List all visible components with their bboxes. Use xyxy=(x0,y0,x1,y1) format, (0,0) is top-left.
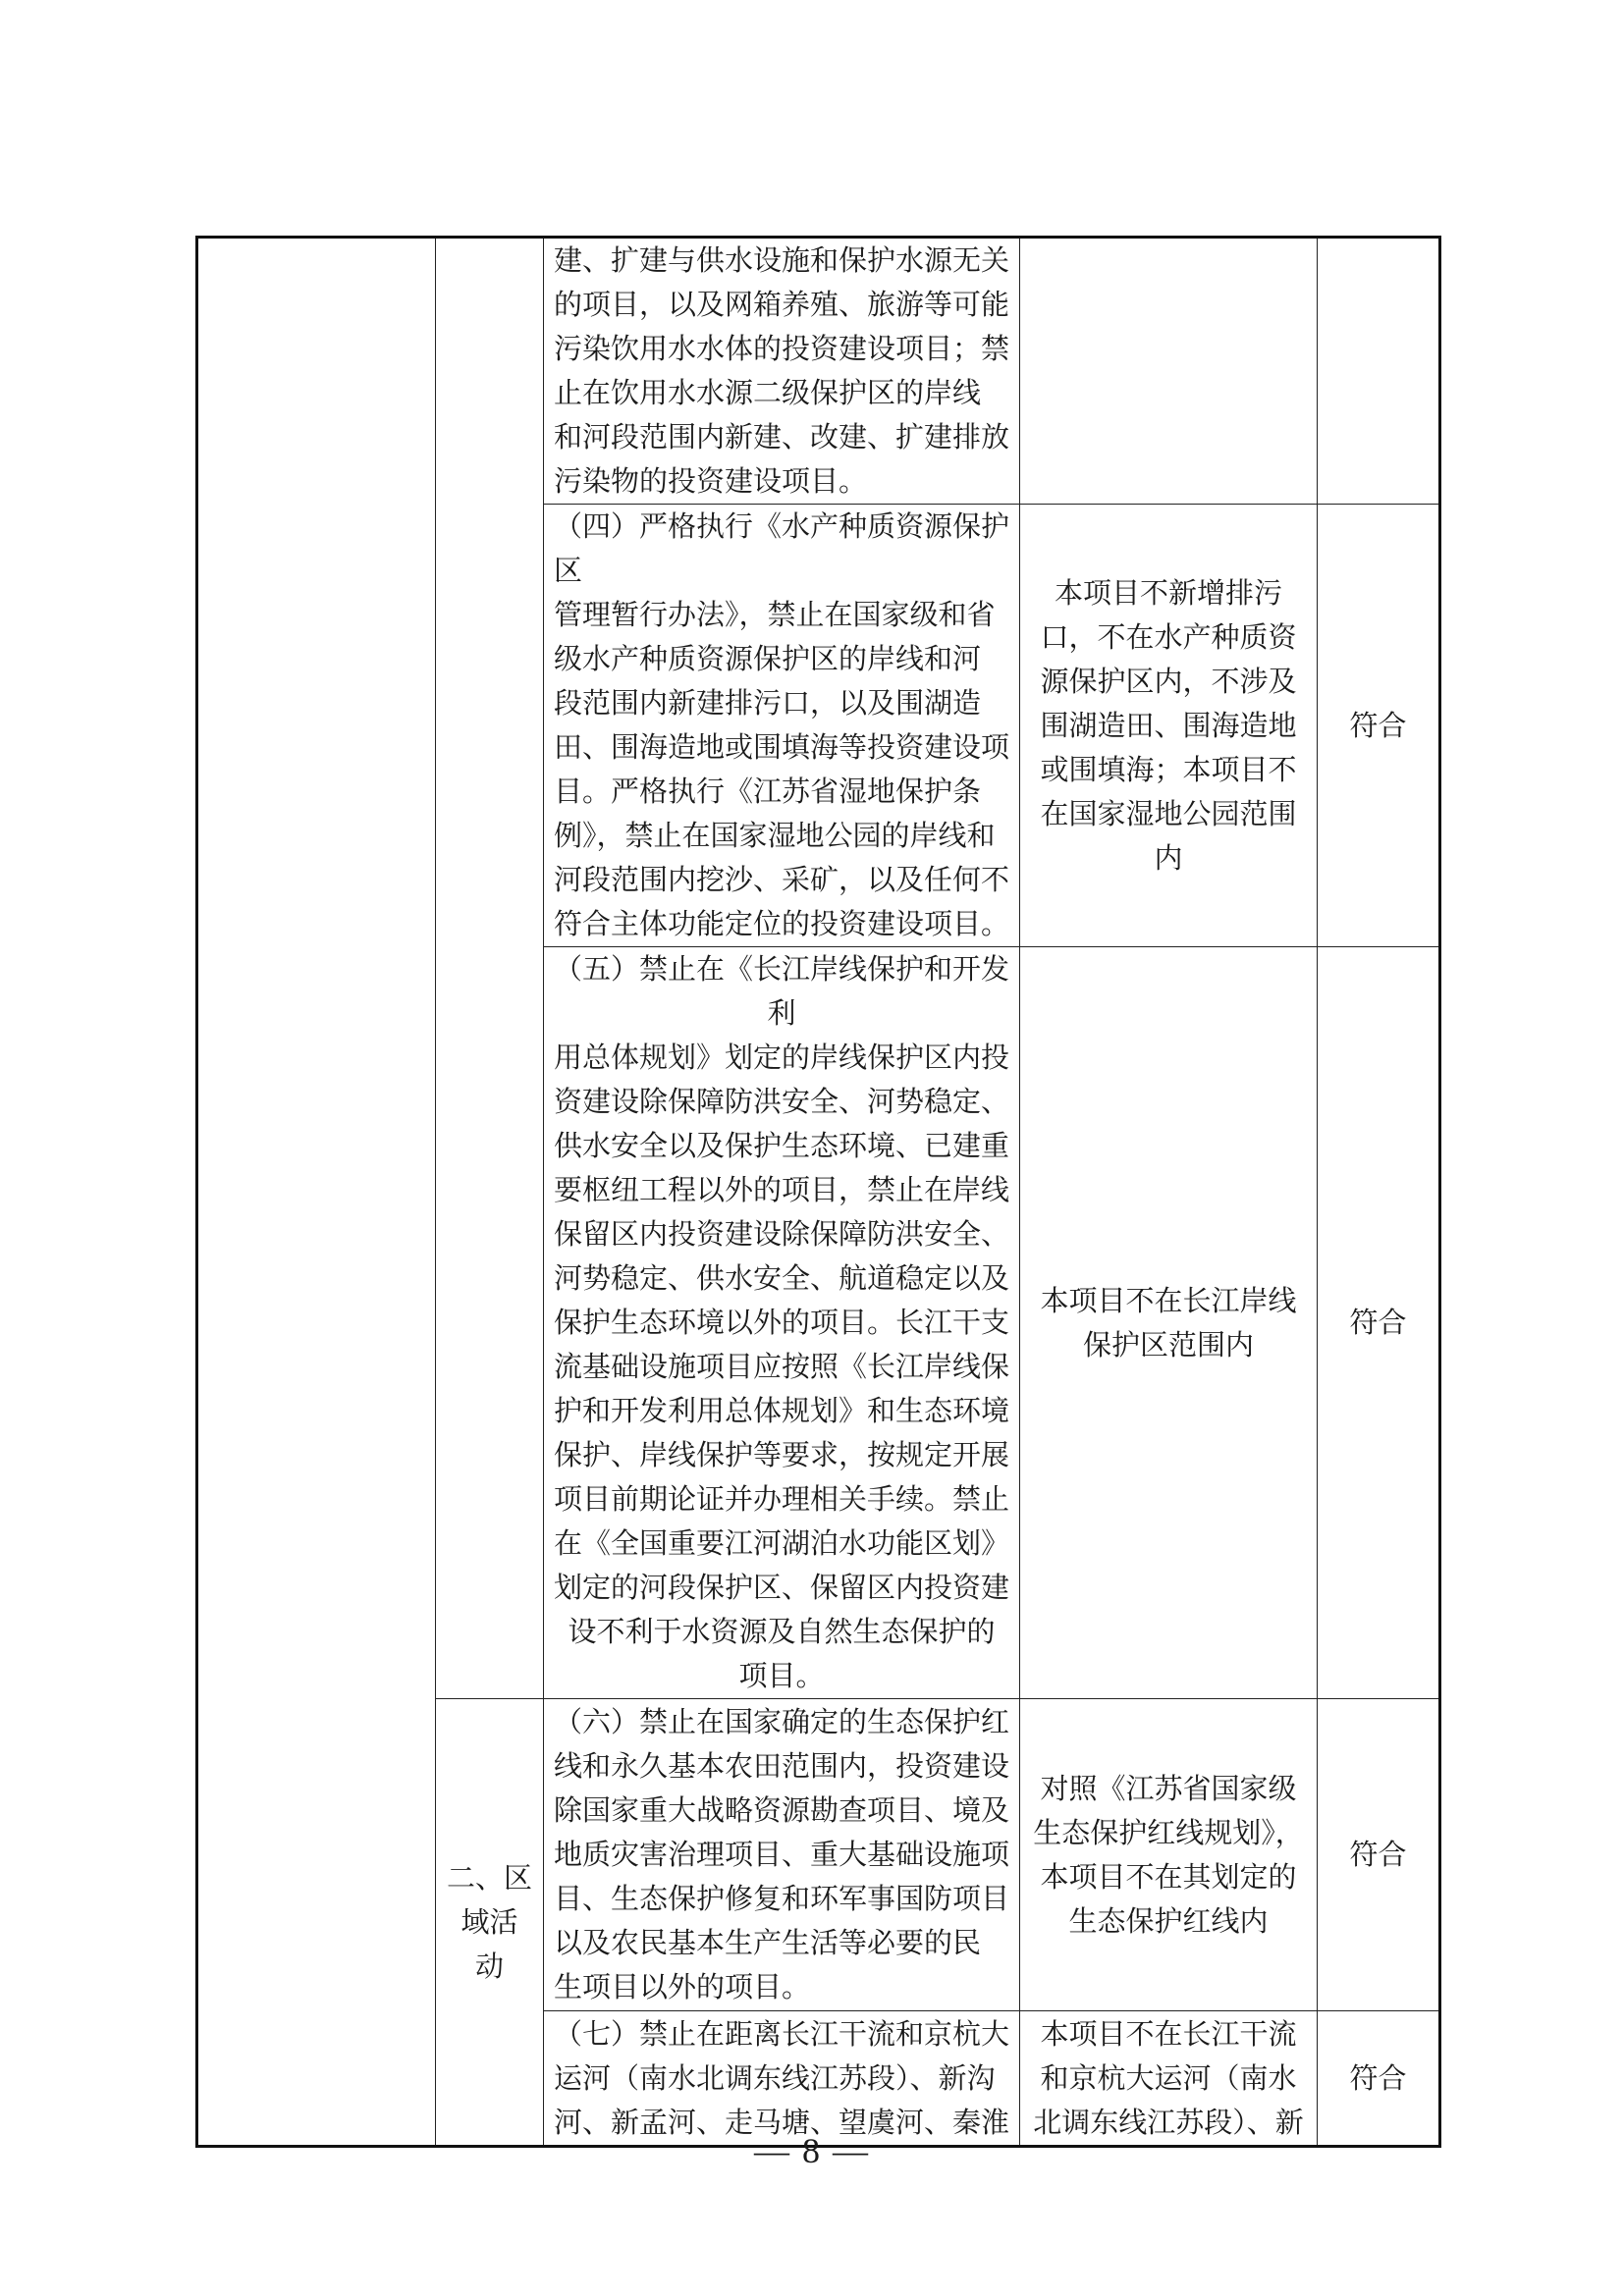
conclusion-cell: 符合 xyxy=(1318,2011,1440,2147)
category-cell: 二、区 域活 动 xyxy=(436,1699,544,2147)
result-cell: 本项目不新增排污 口，不在水产种质资 源保护区内，不涉及 围湖造田、围海造地 或围填海；本项目不 在国家湿地公园范围 内 xyxy=(1020,505,1318,947)
result-cell xyxy=(1020,238,1318,505)
requirement-cell: （六）禁止在国家确定的生态保护红 线和永久基本农田范围内，投资建设 除国家重大战略资源勘查项目、境及 地质灾害治理项目、重大基础设施项 目、生态保护修复和环军事国防项目 以及农民基本生产生活等必要的民 生项目以外的项目。 xyxy=(544,1699,1020,2011)
blank-cell xyxy=(436,238,544,1699)
requirement-cell: （五）禁止在《长江岸线保护和开发利 用总体规划》划定的岸线保护区内投 资建设除保障防洪安全、河势稳定、 供水安全以及保护生态环境、已建重 要枢纽工程以外的项目，禁止在岸线 保留区内投资建设除保障防洪安全、 河势稳定、供水安全、航道稳定以及 保护生态环境以外的项目。长江干支 流基础设施项目应按照《长江岸线保 护和开发利用总体规划》和生态环境 保护、岸线保护等要求，按规定开展 项目前期论证并办理相关手续。禁止 在《全国重要江河湖泊水功能区划》 划定的河段保护区、保留区内投资建 设不利于水资源及自然生态保护的 项目。 xyxy=(544,947,1020,1699)
compliance-table xyxy=(195,236,1441,2148)
page-number: — 8 — xyxy=(754,2131,870,2170)
result-cell: 本项目不在长江岸线 保护区范围内 xyxy=(1020,947,1318,1699)
result-cell: 对照《江苏省国家级 生态保护红线规划》， 本项目不在其划定的 生态保护红线内 xyxy=(1020,1699,1318,2011)
conclusion-cell: 符合 xyxy=(1318,947,1440,1699)
requirement-cell: （七）禁止在距离长江干流和京杭大 运河（南水北调东线江苏段）、新沟 河、新孟河、走马塘、望虞河、秦淮 xyxy=(544,2011,1020,2147)
requirement-cell: （四）严格执行《水产种质资源保护区 管理暂行办法》，禁止在国家级和省 级水产种质资源保护区的岸线和河 段范围内新建排污口，以及围湖造 田、围海造地或围填海等投资建设项 目。严格执行《江苏省湿地保护条 例》，禁止在国家湿地公园的岸线和 河段范围内挖沙、采矿，以及任何不 符合主体功能定位的投资建设项目。 xyxy=(544,505,1020,947)
requirement-cell: 建、扩建与供水设施和保护水源无关 的项目，以及网箱养殖、旅游等可能 污染饮用水水体的投资建设项目；禁 止在饮用水水源二级保护区的岸线 和河段范围内新建、改建、扩建排放 污染物的投资建设项目。 xyxy=(544,238,1020,505)
conclusion-cell: 符合 xyxy=(1318,1699,1440,2011)
table-row xyxy=(197,238,1440,505)
conclusion-cell: 符合 xyxy=(1318,505,1440,947)
result-cell: 本项目不在长江干流 和京杭大运河（南水 北调东线江苏段）、新 xyxy=(1020,2011,1318,2147)
conclusion-cell xyxy=(1318,238,1440,505)
blank-cell xyxy=(197,238,436,2147)
